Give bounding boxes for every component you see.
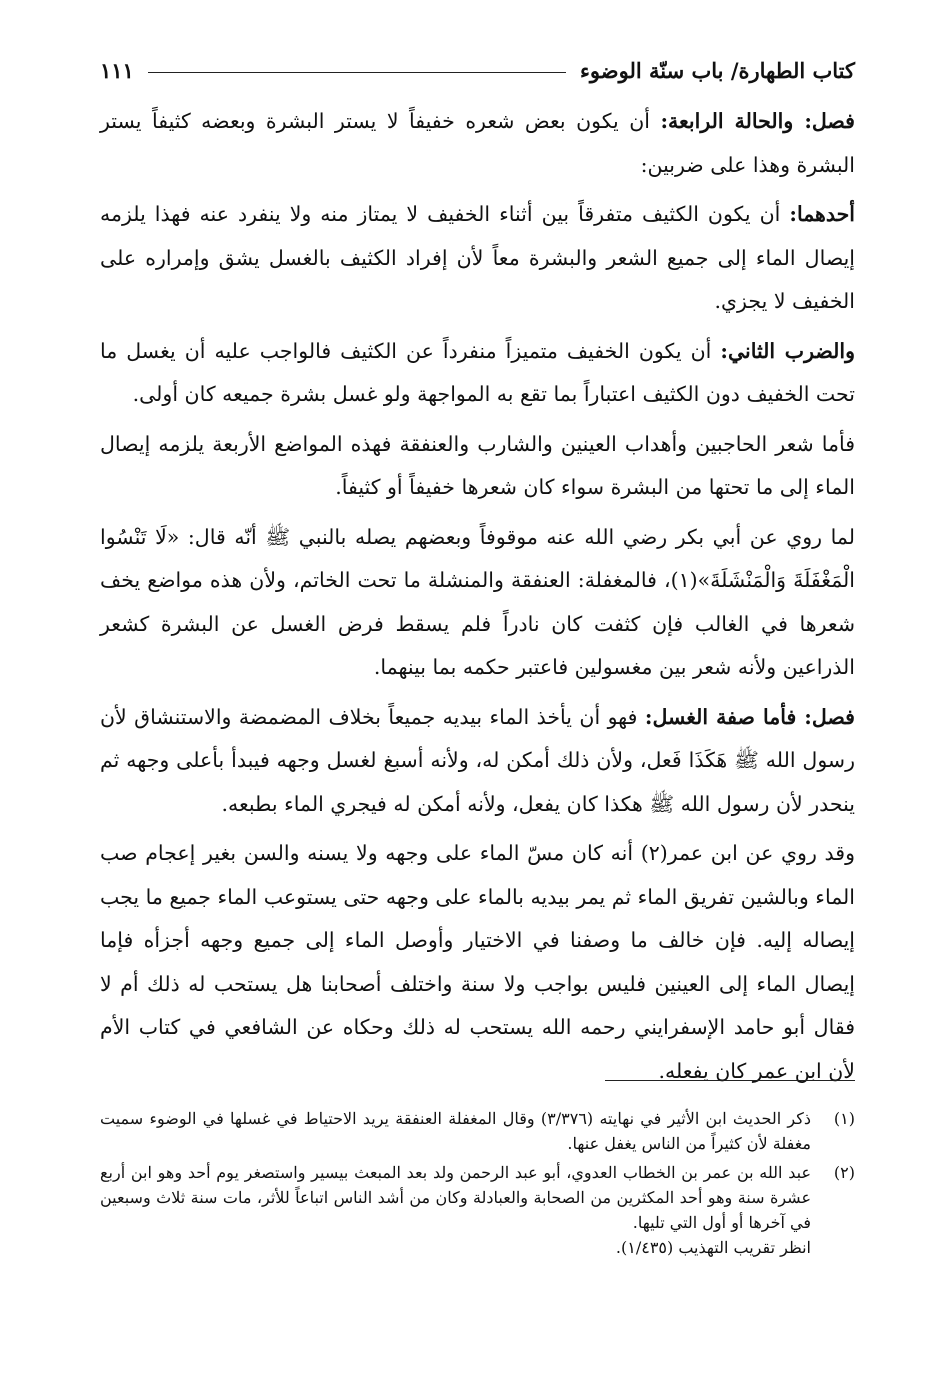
paragraph <box>100 516 855 690</box>
footnote-text: ذكر الحديث ابن الأثير في نهايته (٣/٣٧٦) وقال المغفلة العنفقة يريد الاحتياط في غسلها في الوضوء سميت مغفلة لأن كثيراً من الناس يغفل عنها. <box>100 1109 811 1153</box>
footnote-number: (١) <box>833 1109 855 1128</box>
paragraph-text: أن يكون الخفيف متميزاً منفرداً عن الكثيف فالواجب عليه أن يغسل ما تحت الخفيف دون الكثيف اعتباراً بما تقع به المواجهة ولو غسل بشرة جميعه كان أولى. <box>100 338 855 406</box>
main-text <box>100 100 855 1099</box>
footnotes <box>100 1106 855 1264</box>
section-heading: فصل: فأما صفة الغسل: <box>644 704 855 729</box>
chapter-title: كتاب الطهارة/ باب سنّة الوضوء <box>580 57 855 83</box>
paragraph-text: فهو أن يأخذ الماء بيديه جميعاً بخلاف المضمضة والاستنشاق لأن رسول الله ﷺ هَكَذَا فَعل، ولأن ذلك أمكن له، ولأنه أسبغ لغسل وجهه فيبدأ بأعلى وجهه ثم ينحدر لأن رسول الله ﷺ هكذا كان يفعل، ولأنه أمكن له فيجري الماء بطبعه. <box>100 704 855 816</box>
footnote-text: عبد الله بن عمر بن الخطاب العدوي، أبو عبد الرحمن ولد بعد المبعث بيسير واستصغر يوم أحد وهو ابن أربع عشرة سنة وهو أحد المكثرين من الصحابة والعبادلة وكان من أشد الناس اتباعاً للأثر، مات سنة ثلاث وسبعين في آخرها أو أول التي تليها. <box>100 1163 811 1232</box>
paragraph <box>100 330 855 417</box>
section-heading: أحدهما: <box>789 202 855 226</box>
footnote-item <box>100 1160 855 1260</box>
footnote-reference: انظر تقريب التهذيب (١/٤٣٥). <box>615 1238 811 1257</box>
paragraph-text: أن يكون بعض شعره خفيفاً لا يستر البشرة وبعضه كثيفاً يستر البشرة وهذا على ضربين: <box>100 109 855 177</box>
paragraph <box>100 100 855 187</box>
section-heading: فصل: والحالة الرابعة: <box>660 109 855 133</box>
paragraph <box>100 696 855 827</box>
footnote-separator <box>605 1080 855 1081</box>
paragraph-text: أن يكون الكثيف متفرقاً بين أثناء الخفيف لا يمتاز منه ولا ينفرد عنه فهذا يلزمه إيصال الماء إلى جميع الشعر والبشرة معاً لأن إفراد الكثيف بالغسل يشق وإمراره على الخفيف لا يجزي. <box>100 202 855 313</box>
footnote-item <box>100 1106 855 1156</box>
paragraph <box>100 423 855 510</box>
footnote-body <box>100 1160 811 1260</box>
footnote-number: (٢) <box>833 1163 855 1182</box>
paragraph <box>100 832 855 1093</box>
paragraph-text: لما روي عن أبي بكر رضي الله عنه موقوفاً وبعضهم يصله بالنبي ﷺ أنّه قال: «لَا تَنْسُوا الْمَغْفَلَةَ وَالْمَنْشَلَةَ»(١)، فالمغفلة: العنفقة والمنشلة ما تحت الخاتم، ولأن هذه مواضع يخف شعرها في الغالب فإن كثفت كان نادراً فلم يسقط فرض الغسل عن البشرة كشعر الذراعين ولأنه شعر بين مغسولين فاعتبر حكمه بما بينهما. <box>100 524 855 679</box>
page-number: ١١١ <box>100 57 134 83</box>
paragraph <box>100 193 855 324</box>
header-rule <box>148 72 566 73</box>
paragraph-text: وقد روي عن ابن عمر(٢) أنه كان مسّ الماء على وجهه ولا يسنه والسن بغير إعجام صب الماء وبالشين تفريق الماء ثم يمر بيديه بالماء على وجهه حتى يستوعب الماء جميع ما يجب إيصاله إليه. فإن خالف ما وصفنا في الاختيار وأوصل الماء إلى جميع وجهه أجزأه فإما إيصال الماء إلى العينين فليس بواجب ولا سنة واختلف أصحابنا هل يستحب له ذلك أم لا فقال أبو حامد الإسفرايني رحمه الله يستحب له ذلك وحكاه عن الشافعي في كتاب الأم لأن ابن عمر كان يفعله. <box>100 841 855 1083</box>
paragraph-text: فأما شعر الحاجبين وأهداب العينين والشارب والعنفقة فهذه المواضع الأربعة يلزمه إيصال الماء إلى ما تحتها من البشرة سواء كان شعرها خفيفاً أو كثيفاً. <box>100 431 855 499</box>
running-header <box>100 52 855 88</box>
section-heading: والضرب الثاني: <box>720 338 855 363</box>
